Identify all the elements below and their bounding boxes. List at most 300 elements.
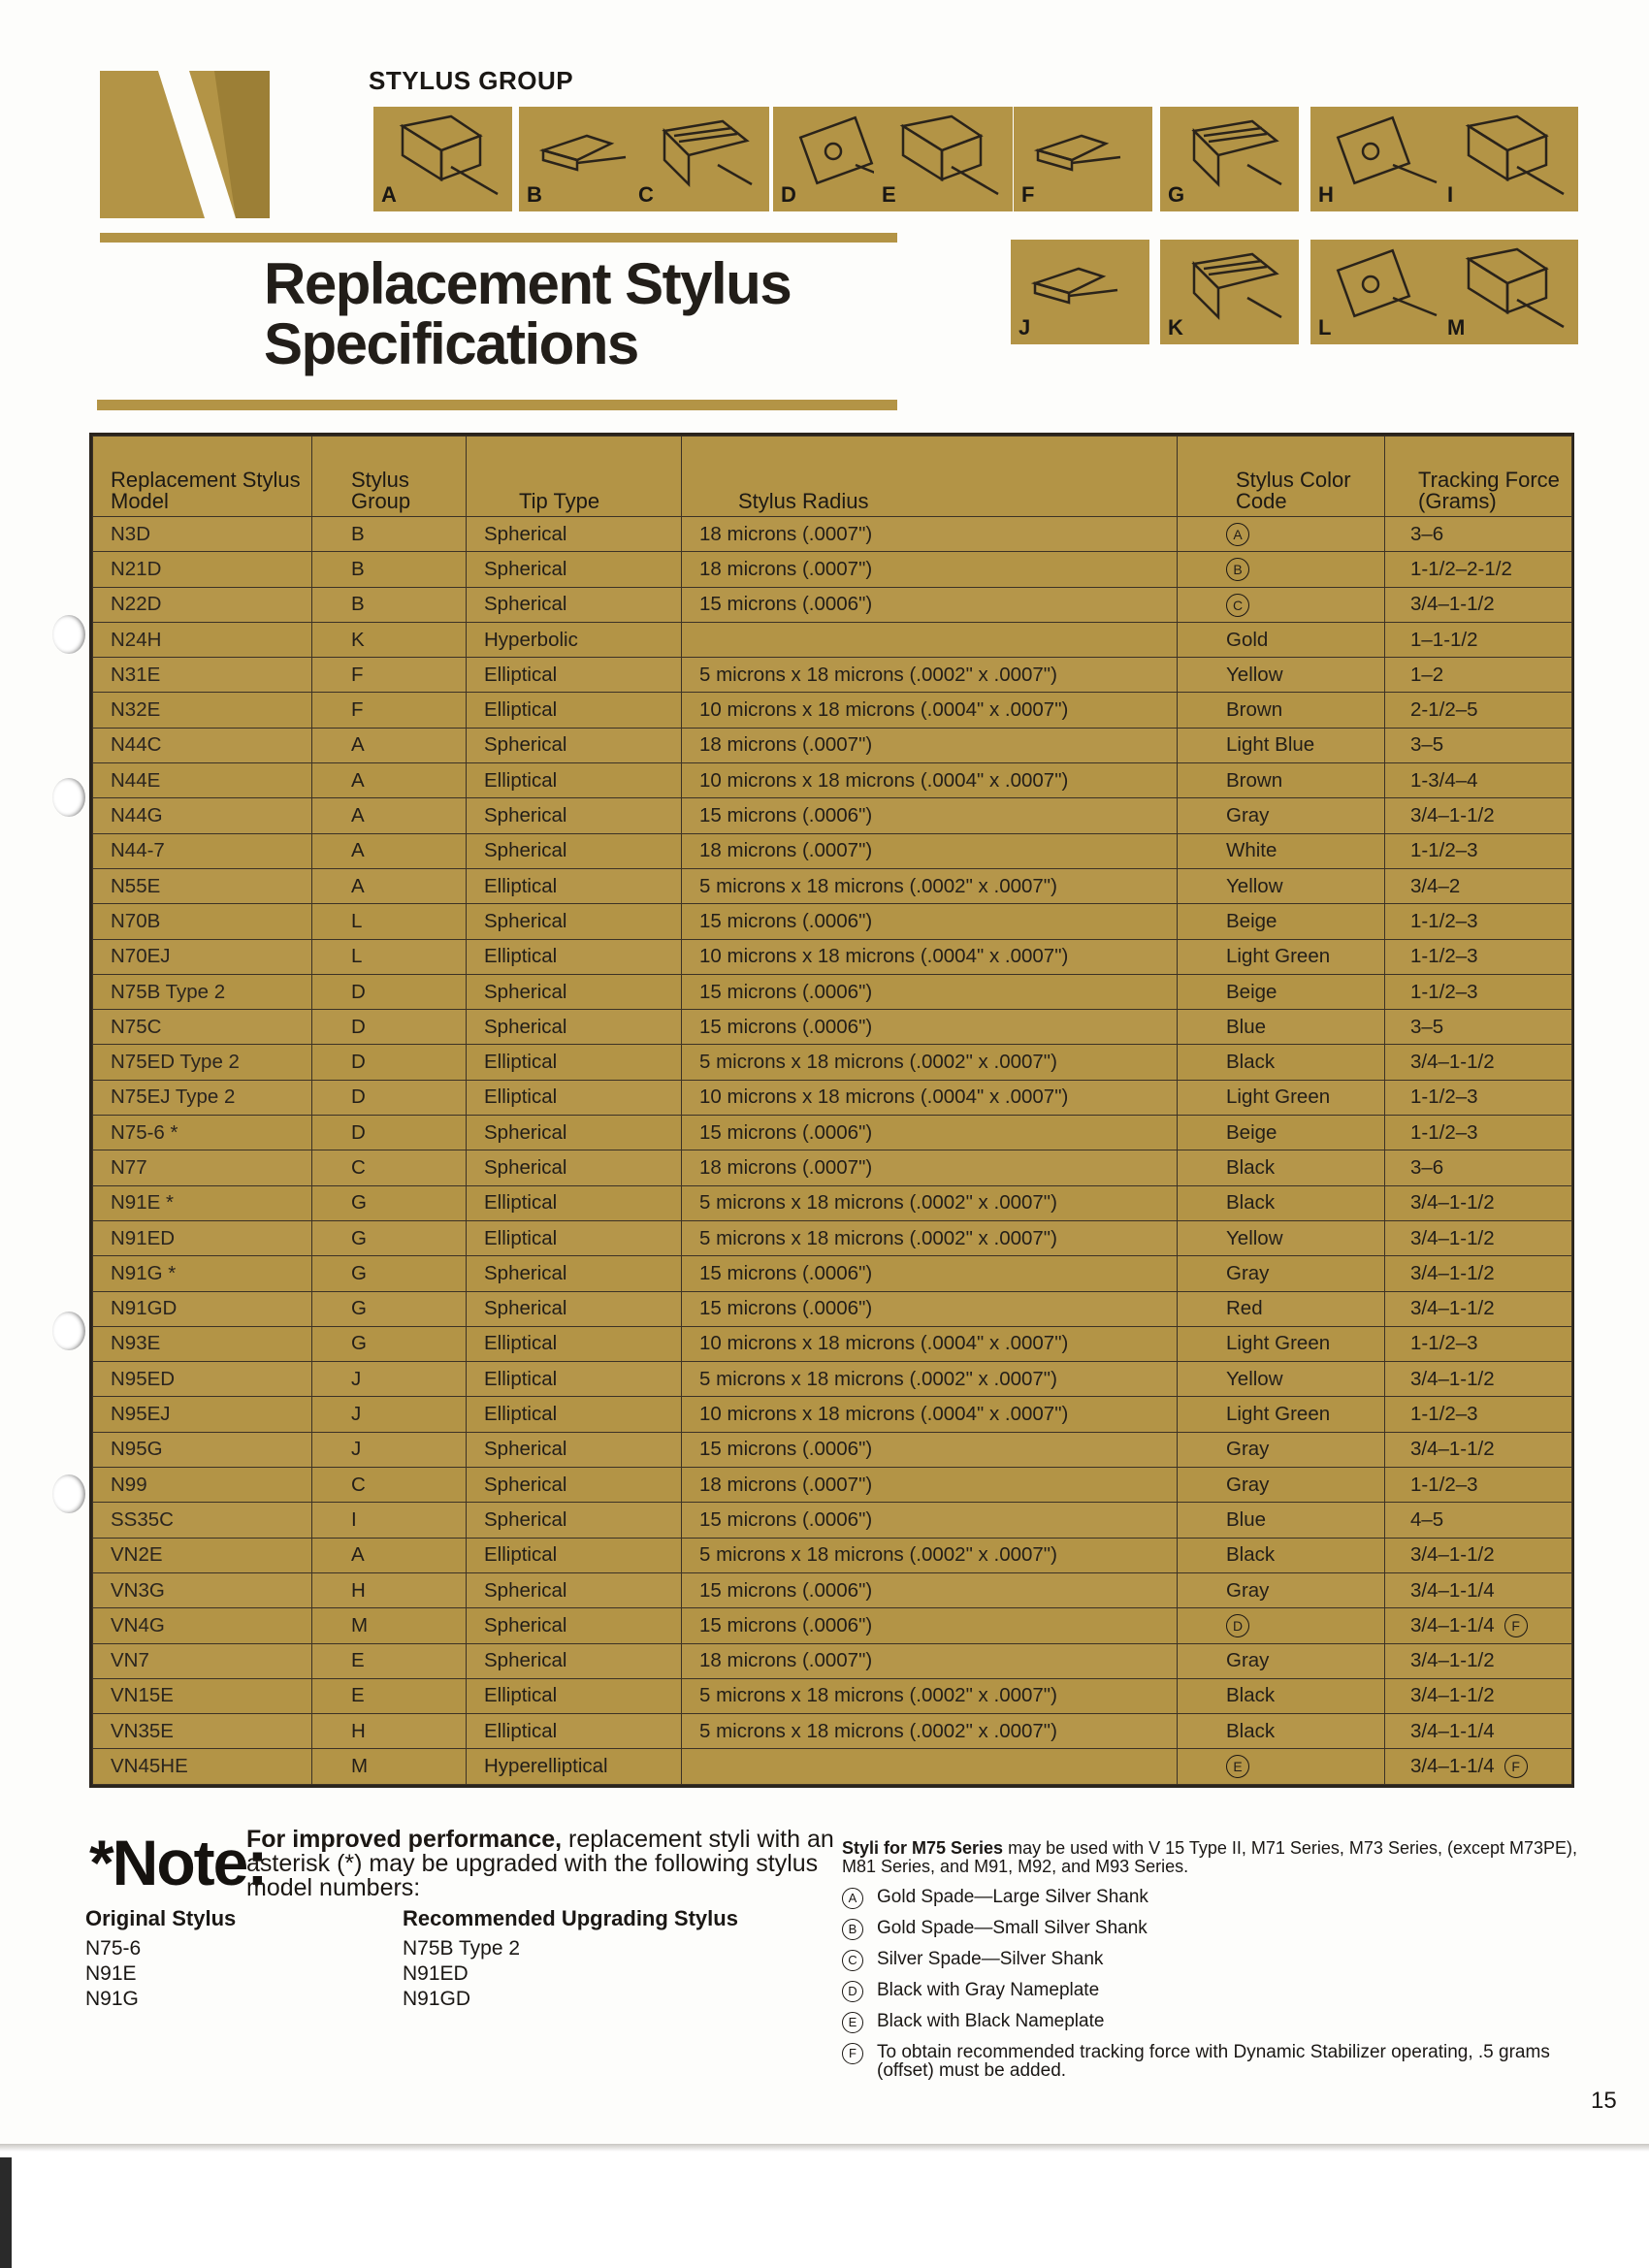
table-row [93, 1362, 1572, 1397]
radius-cell-text: 18 microns (.0007") [699, 1473, 873, 1496]
original-stylus-heading: Original Stylus [85, 1906, 237, 1930]
tip-type-cell-text: Hyperelliptical [484, 1755, 608, 1778]
tracking-force-cell-text: 1-1/2–3 [1410, 909, 1478, 932]
color-code-cell-text: Yellow [1226, 663, 1283, 686]
group-cell-text: H [351, 1578, 366, 1602]
color-code-cell-text: Black [1226, 1684, 1276, 1707]
model-cell-text: N44E [111, 768, 161, 792]
tip-type-cell [467, 868, 682, 903]
table-header-row [93, 437, 1572, 517]
color-code-cell [1178, 833, 1385, 868]
color-code-cell-text: Yellow [1226, 1367, 1283, 1390]
tip-type-cell-text: Spherical [484, 839, 567, 862]
radius-cell [682, 658, 1178, 693]
model-cell [93, 1608, 312, 1643]
legend-text: To obtain recommended tracking force with Dynamic Stabilizer operating, .5 grams (offset) must be added. [877, 2042, 1550, 2081]
tracking-force-cell-text: 3/4–1-1/2 [1410, 1543, 1495, 1567]
model-cell-text: VN15E [111, 1684, 174, 1707]
tip-type-cell-text: Hyperbolic [484, 628, 578, 651]
table-row [93, 868, 1572, 903]
group-cell [312, 798, 467, 833]
tip-type-cell [467, 1468, 682, 1503]
list-item: N91ED [403, 1962, 469, 1985]
tracking-force-cell [1385, 622, 1572, 657]
group-cell [312, 587, 467, 622]
header-force: Tracking Force (Grams) [1385, 437, 1572, 517]
color-code-cell [1178, 517, 1385, 552]
model-cell-text: VN45HE [111, 1755, 188, 1778]
group-cell [312, 974, 467, 1009]
stylus-group-letter: D [781, 182, 796, 207]
tip-type-cell [467, 1010, 682, 1045]
note-heading: *Note: [89, 1827, 267, 1898]
radius-cell-text: 5 microns x 18 microns (.0002" x .0007") [699, 1226, 1057, 1249]
tracking-force-cell-text: 1-1/2–2-1/2 [1410, 557, 1512, 580]
original-stylus-list [85, 1936, 141, 2012]
stylus-group-tile-c [630, 107, 769, 211]
tracking-force-cell-text: 1-1/2–3 [1410, 1403, 1478, 1426]
group-cell [312, 1220, 467, 1255]
tip-type-cell [467, 1503, 682, 1538]
color-code-cell-text: Gray [1226, 1578, 1270, 1602]
radius-cell [682, 1362, 1178, 1397]
list-item: N91G [85, 1988, 139, 2010]
model-cell [93, 517, 312, 552]
stylus-group-tile-a [373, 107, 512, 211]
tip-type-cell [467, 1678, 682, 1713]
table-row [93, 1538, 1572, 1572]
tracking-force-cell [1385, 658, 1572, 693]
table-row [93, 939, 1572, 974]
table-row [93, 1749, 1572, 1784]
table-row [93, 833, 1572, 868]
group-cell [312, 693, 467, 728]
group-cell-text: K [351, 628, 365, 651]
radius-cell [682, 693, 1178, 728]
tracking-force-cell [1385, 1432, 1572, 1467]
stylus-group-letter: H [1318, 182, 1334, 207]
model-cell-text: N91GD [111, 1297, 178, 1320]
model-cell-text: N44G [111, 804, 163, 827]
list-item: N75B Type 2 [403, 1937, 521, 1960]
tracking-force-cell [1385, 1538, 1572, 1572]
color-code-cell [1178, 1045, 1385, 1080]
radius-cell [682, 1678, 1178, 1713]
tracking-force-cell-text: 4–5 [1410, 1507, 1444, 1531]
tracking-force-cell-text: 3/4–1-1/2 [1410, 1261, 1495, 1284]
group-cell-text: B [351, 522, 365, 545]
group-cell [312, 1326, 467, 1361]
stylus-cartridge-icon [1439, 107, 1578, 211]
color-code-cell-text: Black [1226, 1719, 1276, 1742]
group-cell [312, 904, 467, 939]
tip-type-cell-text: Elliptical [484, 663, 558, 686]
model-cell-text: N95EJ [111, 1403, 171, 1426]
page-title [264, 251, 792, 376]
tracking-force-cell [1385, 728, 1572, 762]
radius-cell [682, 587, 1178, 622]
group-cell-text: F [351, 698, 364, 722]
radius-cell-text: 18 microns (.0007") [699, 733, 873, 757]
tip-type-cell-text: Elliptical [484, 1543, 558, 1567]
color-code-cell [1178, 1256, 1385, 1291]
circled-code: C [1226, 594, 1249, 617]
radius-cell-text: 5 microns x 18 microns (.0002" x .0007") [699, 874, 1057, 897]
group-cell [312, 1643, 467, 1678]
legend-item [842, 1981, 1569, 2002]
model-cell [93, 798, 312, 833]
group-cell [312, 1397, 467, 1432]
color-code-cell [1178, 1185, 1385, 1220]
model-cell [93, 1714, 312, 1749]
group-cell-text: G [351, 1297, 367, 1320]
tip-type-cell-text: Elliptical [484, 1403, 558, 1426]
color-code-cell [1178, 1678, 1385, 1713]
group-cell-text: E [351, 1684, 365, 1707]
color-code-cell [1178, 798, 1385, 833]
radius-cell-text: 5 microns x 18 microns (.0002" x .0007") [699, 663, 1057, 686]
group-cell [312, 1362, 467, 1397]
radius-cell-text: 15 microns (.0006") [699, 1120, 873, 1144]
table-row [93, 1116, 1572, 1150]
tracking-force-cell [1385, 904, 1572, 939]
tip-type-cell-text: Spherical [484, 593, 567, 616]
tip-type-cell-text: Elliptical [484, 1226, 558, 1249]
tracking-force-cell-text: 3/4–1-1/2 [1410, 1438, 1495, 1461]
color-code-cell [1178, 1643, 1385, 1678]
tip-type-cell-text: Spherical [484, 1473, 567, 1496]
group-cell-text: A [351, 1543, 365, 1567]
group-cell-text: B [351, 593, 365, 616]
legend-text: Gold Spade—Small Silver Shank [877, 1918, 1148, 1938]
note-text [246, 1828, 838, 1900]
tip-type-cell [467, 1397, 682, 1432]
radius-cell-text: 15 microns (.0006") [699, 1507, 873, 1531]
legend-item [842, 2012, 1569, 2033]
color-code-cell-text: Light Green [1226, 1085, 1331, 1109]
radius-cell-text: 15 microns (.0006") [699, 804, 873, 827]
radius-cell-text: 18 microns (.0007") [699, 557, 873, 580]
table-row [93, 1326, 1572, 1361]
table-row [93, 1608, 1572, 1643]
model-cell-text: SS35C [111, 1507, 174, 1531]
tracking-force-cell [1385, 1608, 1572, 1643]
model-cell [93, 939, 312, 974]
table-row [93, 1714, 1572, 1749]
group-cell-text: E [351, 1649, 365, 1672]
stylus-group-letter: F [1021, 182, 1035, 207]
tip-type-cell [467, 1045, 682, 1080]
title-line-2: Specifications [264, 311, 638, 376]
color-code-cell-text: Gray [1226, 1473, 1270, 1496]
group-cell [312, 1468, 467, 1503]
table-row [93, 904, 1572, 939]
group-cell-text: M [351, 1755, 369, 1778]
model-cell [93, 1116, 312, 1150]
group-cell-text: A [351, 874, 365, 897]
color-code-cell [1178, 728, 1385, 762]
stylus-group-title: STYLUS GROUP [369, 66, 574, 95]
tip-type-cell [467, 1749, 682, 1784]
circled-footnote: F [1504, 1614, 1528, 1637]
legend-text: Black with Gray Nameplate [877, 1980, 1100, 2000]
tip-type-cell [467, 552, 682, 587]
model-cell [93, 833, 312, 868]
tip-type-cell [467, 1080, 682, 1115]
tip-type-cell-text: Spherical [484, 1649, 567, 1672]
group-cell [312, 1714, 467, 1749]
color-code-cell [1178, 904, 1385, 939]
tracking-force-cell [1385, 1503, 1572, 1538]
group-cell [312, 1010, 467, 1045]
color-code-cell-text: Gold [1226, 628, 1269, 651]
tracking-force-cell-text: 1–1-1/2 [1410, 628, 1478, 651]
group-cell-text: G [351, 1332, 367, 1355]
radius-cell [682, 904, 1178, 939]
table-row [93, 728, 1572, 762]
table-row [93, 517, 1572, 552]
tip-type-cell-text: Spherical [484, 1613, 567, 1636]
model-cell [93, 1150, 312, 1185]
radius-cell [682, 1291, 1178, 1326]
radius-cell-text: 5 microns x 18 microns (.0002" x .0007") [699, 1684, 1057, 1707]
radius-cell-text: 10 microns x 18 microns (.0004" x .0007") [699, 768, 1069, 792]
spec-table [89, 433, 1574, 1788]
tracking-force-cell-text: 3/4–2 [1410, 874, 1461, 897]
note-body: replacement styli with an asterisk (*) may be upgraded with the following stylus model numbers: [246, 1826, 834, 1901]
model-cell [93, 1326, 312, 1361]
radius-cell-text: 10 microns x 18 microns (.0004" x .0007") [699, 1085, 1069, 1109]
upgrade-stylus-heading: Recommended Upgrading Stylus [403, 1906, 738, 1930]
group-cell-text: A [351, 839, 365, 862]
color-code-cell [1178, 693, 1385, 728]
group-cell-text: G [351, 1261, 367, 1284]
radius-cell [682, 622, 1178, 657]
legend-item [842, 1919, 1569, 1940]
legend-key: A [842, 1888, 863, 1909]
model-cell-text: N24H [111, 628, 162, 651]
tip-type-cell [467, 1220, 682, 1255]
tracking-force-cell [1385, 868, 1572, 903]
tracking-force-cell-text: 2-1/2–5 [1410, 698, 1478, 722]
group-cell [312, 552, 467, 587]
radius-cell [682, 1256, 1178, 1291]
tip-type-cell [467, 939, 682, 974]
tip-type-cell [467, 1362, 682, 1397]
model-cell [93, 1291, 312, 1326]
tracking-force-cell [1385, 1749, 1572, 1784]
radius-cell-text: 18 microns (.0007") [699, 1649, 873, 1672]
tracking-force-cell-text: 3/4–1-1/4 [1410, 1719, 1495, 1742]
radius-cell-text: 15 microns (.0006") [699, 1261, 873, 1284]
radius-cell-text: 10 microns x 18 microns (.0004" x .0007") [699, 945, 1069, 968]
stylus-group-letter: L [1318, 315, 1332, 340]
radius-cell-text: 5 microns x 18 microns (.0002" x .0007") [699, 1543, 1057, 1567]
group-cell [312, 763, 467, 798]
color-code-cell-text: Gray [1226, 1438, 1270, 1461]
tip-type-cell-text: Elliptical [484, 1191, 558, 1215]
tracking-force-cell [1385, 587, 1572, 622]
title-divider [97, 400, 897, 410]
tracking-force-cell [1385, 974, 1572, 1009]
group-cell-text: C [351, 1155, 366, 1179]
tracking-force-cell [1385, 763, 1572, 798]
color-code-cell-text: Yellow [1226, 1226, 1283, 1249]
model-cell [93, 587, 312, 622]
tip-type-cell-text: Elliptical [484, 874, 558, 897]
table-row [93, 1080, 1572, 1115]
color-code-cell-text: Black [1226, 1155, 1276, 1179]
radius-cell [682, 1572, 1178, 1607]
group-cell-text: D [351, 980, 366, 1003]
tracking-force-cell [1385, 1362, 1572, 1397]
tip-type-cell-text: Elliptical [484, 1684, 558, 1707]
tracking-force-cell [1385, 693, 1572, 728]
radius-cell [682, 1643, 1178, 1678]
title-line-1: Replacement Stylus [264, 251, 792, 316]
radius-cell [682, 1397, 1178, 1432]
color-code-cell [1178, 1080, 1385, 1115]
tracking-force-cell [1385, 1045, 1572, 1080]
tip-type-cell [467, 1116, 682, 1150]
group-cell [312, 1080, 467, 1115]
stylus-group-letter: I [1447, 182, 1454, 207]
model-cell-text: VN7 [111, 1649, 149, 1672]
radius-cell [682, 1714, 1178, 1749]
tip-type-cell-text: Spherical [484, 980, 567, 1003]
tracking-force-cell [1385, 1397, 1572, 1432]
stylus-group-tile-l [1310, 240, 1449, 344]
table-row [93, 1150, 1572, 1185]
note-lead: For improved performance, [246, 1826, 563, 1853]
model-cell-text: N21D [111, 557, 162, 580]
model-cell [93, 622, 312, 657]
color-code-cell-text: Light Blue [1226, 733, 1315, 757]
color-code-cell-text: Brown [1226, 768, 1283, 792]
color-code-cell-text: Red [1226, 1297, 1263, 1320]
table-row [93, 1643, 1572, 1678]
tracking-force-cell [1385, 1220, 1572, 1255]
color-code-cell-text: Gray [1226, 1649, 1270, 1672]
tip-type-cell [467, 1185, 682, 1220]
radius-cell-text: 15 microns (.0006") [699, 1438, 873, 1461]
stylus-group-letter: C [638, 182, 654, 207]
model-cell [93, 1220, 312, 1255]
upgrade-stylus-list [403, 1936, 520, 2012]
tracking-force-cell [1385, 1643, 1572, 1678]
stylus-group-tile-k [1160, 240, 1299, 344]
model-cell [93, 1397, 312, 1432]
legend-key: C [842, 1950, 863, 1971]
table-row [93, 974, 1572, 1009]
model-cell-text: N95ED [111, 1367, 176, 1390]
tip-type-cell-text: Elliptical [484, 945, 558, 968]
tip-type-cell [467, 798, 682, 833]
radius-cell-text: 5 microns x 18 microns (.0002" x .0007") [699, 1191, 1057, 1215]
color-code-cell-text: Beige [1226, 980, 1277, 1003]
color-code-cell-text: Gray [1226, 804, 1270, 827]
circled-code: A [1226, 523, 1249, 546]
group-cell-text: J [351, 1438, 362, 1461]
model-cell-text: N32E [111, 698, 161, 722]
model-cell-text: N75ED Type 2 [111, 1051, 240, 1074]
table-row [93, 1572, 1572, 1607]
stylus-group-tile-j [1011, 240, 1149, 344]
table-row [93, 1291, 1572, 1326]
header-tip: Tip Type [467, 437, 682, 517]
radius-cell-text: 18 microns (.0007") [699, 522, 873, 545]
binder-hole [52, 1474, 85, 1513]
radius-cell-text: 15 microns (.0006") [699, 1578, 873, 1602]
radius-cell-text: 5 microns x 18 microns (.0002" x .0007") [699, 1051, 1057, 1074]
tracking-force-cell-text: 3/4–1-1/4 [1410, 1754, 1495, 1777]
color-code-cell [1178, 622, 1385, 657]
table-row [93, 763, 1572, 798]
list-item: N75-6 [85, 1937, 142, 1960]
radius-cell-text: 10 microns x 18 microns (.0004" x .0007") [699, 698, 1069, 722]
legend-item [842, 1950, 1569, 1971]
group-cell-text: H [351, 1719, 366, 1742]
stylus-group-letter: B [527, 182, 542, 207]
color-code-cell [1178, 1326, 1385, 1361]
color-code-cell [1178, 587, 1385, 622]
header-radius: Stylus Radius [682, 437, 1178, 517]
group-cell [312, 1503, 467, 1538]
model-cell-text: N75B Type 2 [111, 980, 226, 1003]
tip-type-cell-text: Spherical [484, 1578, 567, 1602]
radius-cell-text: 5 microns x 18 microns (.0002" x .0007") [699, 1719, 1057, 1742]
model-cell-text: VN35E [111, 1719, 174, 1742]
model-cell [93, 1643, 312, 1678]
color-code-cell [1178, 1608, 1385, 1643]
tip-type-cell [467, 1291, 682, 1326]
color-code-cell-text: Light Green [1226, 1332, 1331, 1355]
tracking-force-cell-text: 1-1/2–3 [1410, 1473, 1478, 1496]
tracking-force-cell-text: 3/4–1-1/4 [1410, 1578, 1495, 1602]
circled-code: E [1226, 1755, 1249, 1778]
series-note-body: may be used with V 15 Type II, M71 Series, M73 Series, (except M73PE), M81 Series, and M91, M92, and M93 Series. [842, 1838, 1578, 1876]
tip-type-cell-text: Elliptical [484, 1332, 558, 1355]
tracking-force-cell-text: 3/4–1-1/2 [1410, 593, 1495, 616]
color-code-cell [1178, 1150, 1385, 1185]
tip-type-cell-text: Spherical [484, 1155, 567, 1179]
stylus-group-tile-g [1160, 107, 1299, 211]
tip-type-cell [467, 1256, 682, 1291]
tip-type-cell [467, 1714, 682, 1749]
tracking-force-cell [1385, 1291, 1572, 1326]
model-cell-text: N75EJ Type 2 [111, 1085, 236, 1109]
table-row [93, 1045, 1572, 1080]
radius-cell [682, 868, 1178, 903]
stylus-group-letter: M [1447, 315, 1466, 340]
tracking-force-cell-text: 1-1/2–3 [1410, 945, 1478, 968]
table-row [93, 552, 1572, 587]
radius-cell-text: 10 microns x 18 microns (.0004" x .0007") [699, 1403, 1069, 1426]
radius-cell [682, 798, 1178, 833]
model-cell [93, 868, 312, 903]
model-cell [93, 1538, 312, 1572]
color-code-cell-text: Black [1226, 1543, 1276, 1567]
radius-cell [682, 833, 1178, 868]
header-color: Stylus Color Code [1178, 437, 1385, 517]
radius-cell [682, 974, 1178, 1009]
tracking-force-cell-text: 3/4–1-1/2 [1410, 1649, 1495, 1672]
radius-cell-text: 10 microns x 18 microns (.0004" x .0007") [699, 1332, 1069, 1355]
radius-cell-text: 18 microns (.0007") [699, 839, 873, 862]
color-code-cell [1178, 552, 1385, 587]
color-code-cell-text: Blue [1226, 1015, 1267, 1038]
model-cell-text: N93E [111, 1332, 161, 1355]
